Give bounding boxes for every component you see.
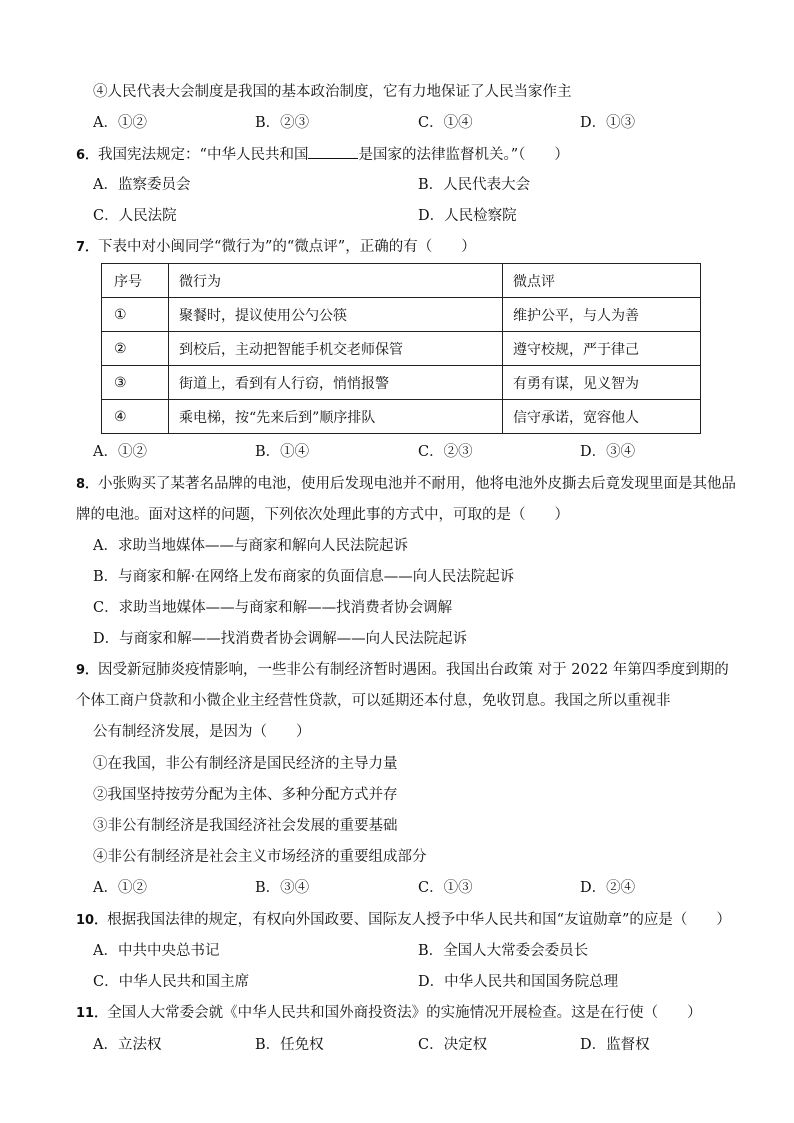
q11-option-d: D．监督权 xyxy=(580,1037,650,1053)
q10-option-b: B．全国人大常委会委员长 xyxy=(418,943,589,959)
q6-stem-after: 是国家的法律监督机关。”（ ） xyxy=(358,147,569,163)
q9-stem-text1: 因受新冠肺炎疫情影响，一些非公有制经济暂时遇困。我国出台政策 对于 2022 年第四季度到期的 xyxy=(98,662,729,678)
q11-option-c: C．决定权 xyxy=(418,1037,488,1053)
table-row xyxy=(102,332,701,366)
q5-statement-4: ④人民代表大会制度是我国的基本政治制度，它有力地保证了人民当家作主 xyxy=(93,84,572,100)
q11-option-b: B．任免权 xyxy=(255,1037,324,1053)
table-header-row xyxy=(102,264,701,298)
q8-option-d: D．与商家和解——找消费者协会调解——向人民法院起诉 xyxy=(93,631,468,647)
q7-option-d: D．③④ xyxy=(580,444,636,460)
table-cell: 遵守校规，严于律己 xyxy=(503,332,701,366)
q10-number: 10． xyxy=(76,913,108,928)
q10-option-a: A．中共中央总书记 xyxy=(93,943,220,959)
q6-stem xyxy=(76,144,569,166)
q10-option-d: D．中华人民共和国国务院总理 xyxy=(418,974,619,990)
q6-stem-before: 我国宪法规定：“中华人民共和国 xyxy=(98,147,309,163)
q7-stem xyxy=(76,237,476,258)
q6-number: 6． xyxy=(76,148,99,163)
q6-option-a: A．监察委员会 xyxy=(93,177,191,193)
q9-statement-3: ③非公有制经济是我国经济社会发展的重要基础 xyxy=(93,818,398,834)
q6-option-c: C．人民法院 xyxy=(93,208,177,224)
table-row xyxy=(102,400,701,434)
q10-stem xyxy=(76,910,731,931)
q7-option-a: A．①② xyxy=(93,444,147,460)
table-header-cell: 序号 xyxy=(102,264,169,298)
q10-stem-text: 根据我国法律的规定，有权向外国政要、国际友人授予中华人民共和国“友谊勋章”的应是（ ） xyxy=(107,912,731,928)
q9-option-b: B．③④ xyxy=(255,880,310,896)
q9-option-d: D．②④ xyxy=(580,880,636,896)
table-row xyxy=(102,366,701,400)
q8-option-a: A．求助当地媒体——与商家和解向人民法院起诉 xyxy=(93,538,408,554)
table-cell: ④ xyxy=(102,400,169,434)
table-cell: 街道上，看到有人行窃，悄悄报警 xyxy=(169,366,503,400)
q9-number: 9． xyxy=(76,663,99,678)
table-cell: ① xyxy=(102,298,169,332)
q7-table xyxy=(101,263,701,434)
q9-statement-2: ②我国坚持按劳分配为主体、多种分配方式并存 xyxy=(93,787,398,803)
q8-stem-line1 xyxy=(76,474,736,495)
table-cell: 乘电梯，按“先来后到”顺序排队 xyxy=(169,400,503,434)
table-row xyxy=(102,298,701,332)
table-cell: ③ xyxy=(102,366,169,400)
q7-number: 7． xyxy=(76,240,99,255)
q9-statement-1: ①在我国，非公有制经济是国民经济的主导力量 xyxy=(93,756,398,772)
q9-stem-line1 xyxy=(76,660,729,681)
q11-option-a: A．立法权 xyxy=(93,1037,162,1053)
q9-stem-line3: 公有制经济发展，是因为（ ） xyxy=(93,724,311,740)
table-cell: 有勇有谋，见义智为 xyxy=(503,366,701,400)
q5-option-c: C．①④ xyxy=(418,115,473,131)
table-cell: ② xyxy=(102,332,169,366)
q5-option-d: D．①③ xyxy=(580,115,636,131)
q5-option-b: B．②③ xyxy=(255,115,310,131)
q8-stem-text1: 小张购买了某著名品牌的电池，使用后发现电池并不耐用，他将电池外皮撕去后竟发现里面是其他品 xyxy=(98,476,737,492)
table-cell: 到校后，主动把智能手机交老师保管 xyxy=(169,332,503,366)
table-header-cell: 微点评 xyxy=(503,264,701,298)
q7-option-b: B．①④ xyxy=(255,444,310,460)
q11-stem-text: 全国人大常委会就《中华人民共和国外商投资法》的实施情况开展检查。这是在行使（ ） xyxy=(107,1005,702,1021)
q8-option-c: C．求助当地媒体——与商家和解——找消费者协会调解 xyxy=(93,600,453,616)
q10-option-c: C．中华人民共和国主席 xyxy=(93,974,250,990)
q5-option-a: A．①② xyxy=(93,115,147,131)
q6-blank xyxy=(308,144,358,159)
q8-stem-line2: 牌的电池。面对这样的问题，下列依次处理此事的方式中，可取的是（ ） xyxy=(76,507,569,523)
q6-option-b: B．人民代表大会 xyxy=(418,177,531,193)
table-cell: 信守承诺，宽容他人 xyxy=(503,400,701,434)
q11-stem xyxy=(76,1003,702,1024)
q7-stem-text: 下表中对小闽同学“微行为”的“微点评”，正确的有（ ） xyxy=(98,239,476,255)
q11-number: 11． xyxy=(76,1006,108,1021)
q9-statement-4: ④非公有制经济是社会主义市场经济的重要组成部分 xyxy=(93,849,427,865)
q9-option-a: A．①② xyxy=(93,880,147,896)
q7-option-c: C．②③ xyxy=(418,444,473,460)
table-cell: 聚餐时，提议使用公勺公筷 xyxy=(169,298,503,332)
q8-option-b: B．与商家和解·在网络上发布商家的负面信息——向人民法院起诉 xyxy=(93,569,515,585)
q6-option-d: D．人民检察院 xyxy=(418,208,517,224)
table-header-cell: 微行为 xyxy=(169,264,503,298)
q8-number: 8． xyxy=(76,477,99,492)
q9-option-c: C．①③ xyxy=(418,880,473,896)
table-cell: 维护公平，与人为善 xyxy=(503,298,701,332)
q9-stem-line2: 个体工商户贷款和小微企业主经营性贷款，可以延期还本付息，免收罚息。我国之所以重视非 xyxy=(76,693,671,709)
